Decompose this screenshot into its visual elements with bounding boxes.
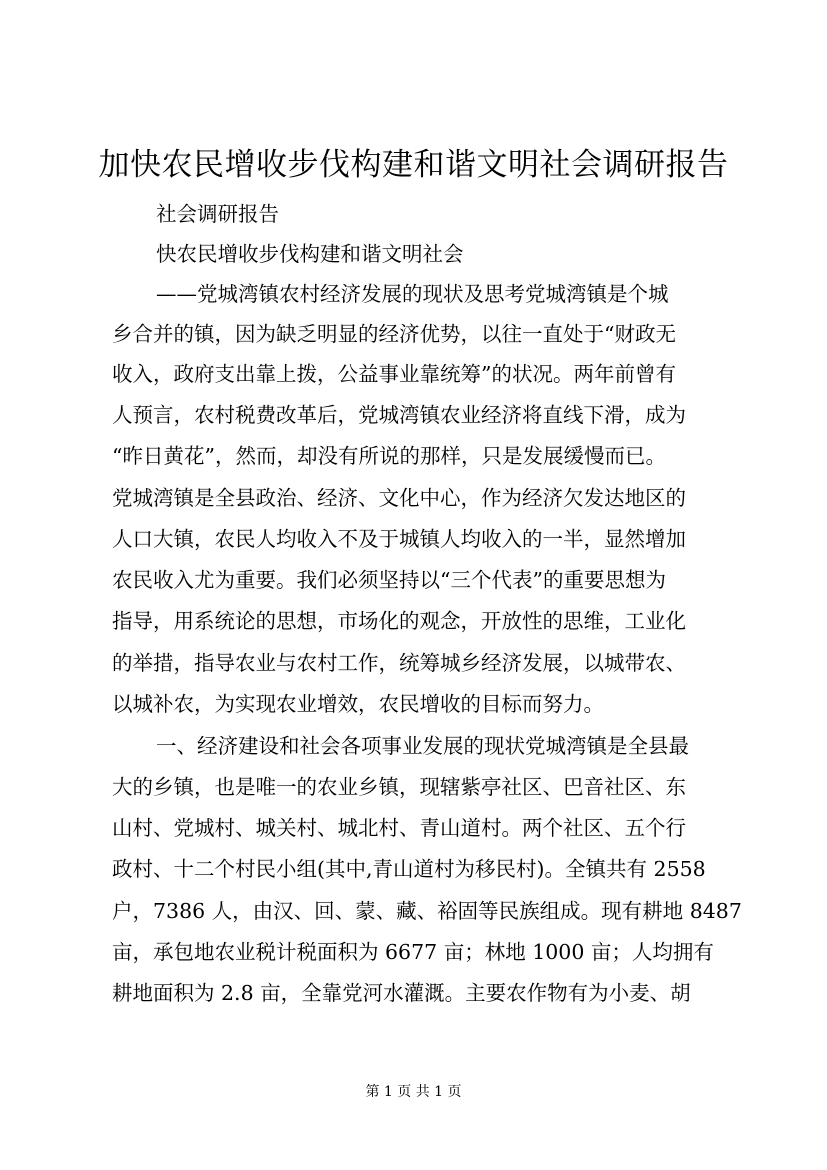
page-number: 第 1 页 共 1 页 xyxy=(365,1084,462,1100)
document-title: 加快农民增收步伐构建和谐文明社会调研报告 xyxy=(98,147,729,183)
text-line: 的举措，指导农业与农村工作，统筹城乡经济发展，以城带农、 xyxy=(112,651,686,675)
text-line: 党城湾镇是全县政治、经济、文化中心，作为经济欠发达地区的 xyxy=(112,486,686,510)
text-line: 人口大镇，农民人均收入不及于城镇人均收入的一半，显然增加 xyxy=(112,527,686,551)
text-line: 指导，用系统论的思想，市场化的观念，开放性的思维，工业化 xyxy=(112,609,686,633)
text-line: 山村、党城村、城关村、城北村、青山道村。两个社区、五个行 xyxy=(112,816,686,840)
text-line: 收入，政府支出靠上拨，公益事业靠统筹”的状况。两年前曾有 xyxy=(112,362,676,386)
text-line: ——党城湾镇农村经济发展的现状及思考党城湾镇是个城 xyxy=(156,282,669,306)
text-line: 政村、十二个村民小组(其中,青山道村为移民村)。全镇共有 2558 xyxy=(112,857,706,881)
text-line: 乡合并的镇，因为缺乏明显的经济优势，以往一直处于“财政无 xyxy=(112,322,676,346)
text-line: 耕地面积为 2.8 亩，全靠党河水灌溉。主要农作物有为小麦、胡 xyxy=(112,981,691,1005)
text-line: 以城补农，为实现农业增效，农民增收的目标而努力。 xyxy=(112,692,604,716)
text-line: 快农民增收步伐构建和谐文明社会 xyxy=(156,242,464,266)
text-line: 户，7386 人，由汉、回、蒙、藏、裕固等民族组成。现有耕地 8487 xyxy=(112,899,742,923)
text-line: 人预言，农村税费改革后，党城湾镇农业经济将直线下滑，成为 xyxy=(112,403,686,427)
text-line: 一、经济建设和社会各项事业发展的现状党城湾镇是全县最 xyxy=(156,734,689,758)
text-line: 大的乡镇，也是唯一的农业乡镇，现辖紫亭社区、巴音社区、东 xyxy=(112,775,686,799)
text-line: “昨日黄花”，然而，却没有所说的那样，只是发展缓慢而已。 xyxy=(112,444,666,468)
text-line: 农民收入尤为重要。我们必须坚持以“三个代表”的重要思想为 xyxy=(112,568,666,592)
text-line: 亩，承包地农业税计税面积为 6677 亩；林地 1000 亩；人均拥有 xyxy=(112,940,714,964)
text-line: 社会调研报告 xyxy=(156,202,279,226)
